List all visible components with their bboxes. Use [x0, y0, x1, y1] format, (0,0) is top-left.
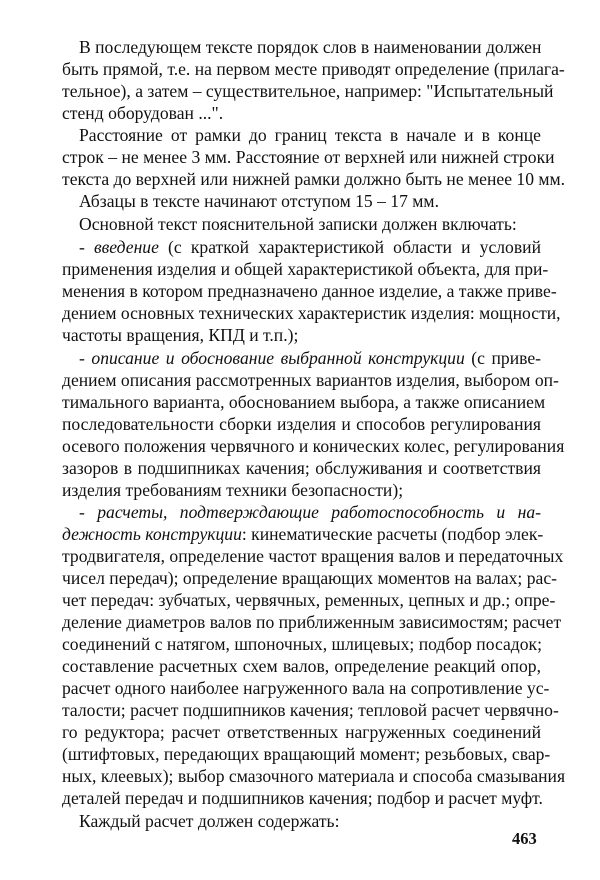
text-line: чет передач: зубчатых, червячных, ременных, цепных и др.; опре-	[62, 590, 556, 610]
text-line: - описание и обоснование выбранной конструкции (с приве-	[79, 348, 541, 368]
text-line: дением описания рассмотренных вариантов изделия, выбором оп-	[62, 370, 559, 390]
text-line: - введение (с краткой характеристикой области и условий	[79, 237, 541, 257]
text-line: тимального варианта, обоснованием выбора, а также описанием	[62, 392, 546, 412]
text-line: деталей передач и подшипников качения; подбор и расчет муфт.	[62, 788, 543, 808]
text-line: текста до верхней или нижней рамки должно быть не менее 10 мм.	[62, 169, 566, 189]
text-line: Абзацы в тексте начинают отступом 15 – 17 мм.	[79, 191, 439, 211]
text-line: применения изделия и общей характеристикой объекта, для при-	[62, 259, 549, 279]
text-line: соединений с натягом, шпоночных, шлицевых; подбор посадок;	[62, 634, 542, 654]
text-line: менения в котором предназначено данное изделие, а также приве-	[62, 281, 557, 301]
text-line: го редуктора; расчет ответственных нагруженных соединений	[62, 722, 541, 742]
text-line: дежность конструкции: кинематические расчеты (подбор элек-	[62, 524, 544, 544]
text-line: тельное), а затем – существительное, например: "Испытательный	[62, 81, 554, 101]
text-line: Расстояние от рамки до границ текста в начале и в конце	[79, 125, 541, 145]
text-line: быть прямой, т.е. на первом месте приводят определение (прилага-	[62, 59, 565, 79]
text-line: В последующем тексте порядок слов в наименовании должен	[79, 37, 542, 57]
text-line: дением основных технических характеристик изделия: мощности,	[62, 303, 561, 323]
text-line: Каждый расчет должен содержать:	[79, 811, 340, 831]
text-line: расчет одного наиболее нагруженного вала на сопротивление ус-	[62, 678, 550, 698]
text-line: Основной текст пояснительной записки должен включать:	[79, 214, 517, 234]
text-line: чисел передач); определение вращающих моментов на валах; рас-	[62, 568, 557, 588]
text-line: изделия требованиям техники безопасности);	[62, 480, 404, 500]
text-line: стенд оборудован ...".	[62, 103, 224, 123]
text-line: частоты вращения, КПД и т.п.);	[62, 325, 299, 345]
text-line: последовательности сборки изделия и способов регулирования	[62, 414, 541, 434]
text-line: ных, клеевых); выбор смазочного материала и способа смазывания	[62, 766, 566, 786]
text-line: (штифтовых, передающих вращающий момент; резьбовых, свар-	[62, 744, 551, 764]
page-number: 463	[512, 829, 537, 848]
text-line: талости; расчет подшипников качения; тепловой расчет червячно-	[62, 700, 559, 720]
text-line: строк – не менее 3 мм. Расстояние от верхней или нижней строки	[62, 147, 555, 167]
text-line: зазоров в подшипниках качения; обслуживания и соответствия	[62, 458, 541, 478]
text-line: деление диаметров валов по приближенным зависимостям; расчет	[62, 612, 562, 632]
text-line: тродвигателя, определение частот вращения валов и передаточных	[62, 546, 564, 566]
text-line: осевого положения червячного и конических колес, регулирования	[62, 436, 565, 456]
text-line: - расчеты, подтверждающие работоспособность и на-	[79, 502, 541, 522]
text-line: составление расчетных схем валов, определение реакций опор,	[62, 656, 541, 676]
